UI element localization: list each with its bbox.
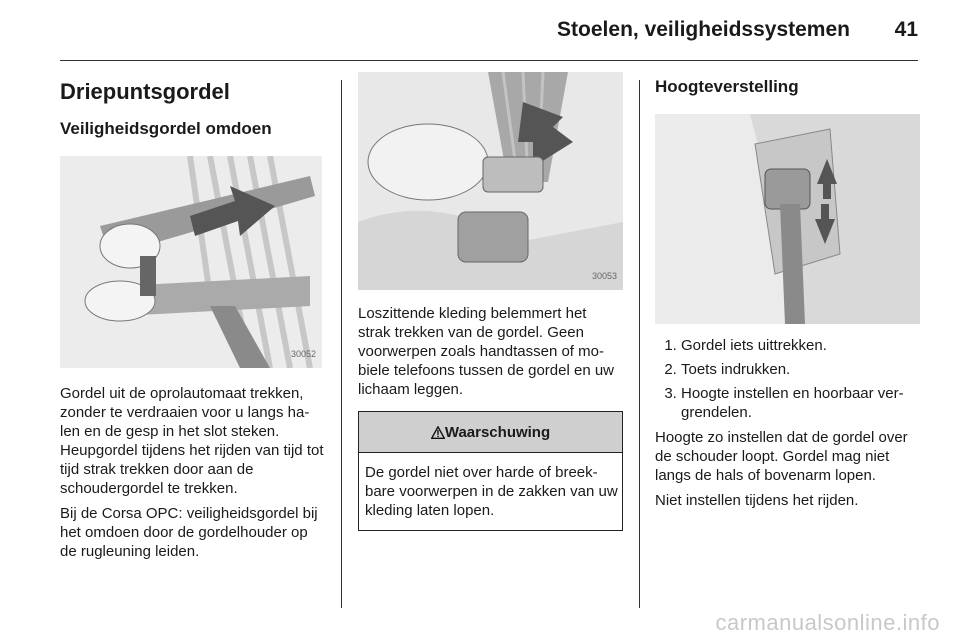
header-rule (60, 60, 918, 61)
belt-buckling-illustration (60, 156, 322, 368)
column-3 (655, 72, 921, 516)
section-heading: Hoogteverstelling (655, 77, 799, 96)
figure-height-adjustment (655, 114, 920, 324)
belt-tightening-illustration (358, 72, 623, 290)
list-item: 3. Hoogte instellen en hoorbaar ver-grendelen. (681, 384, 921, 422)
paragraph: Loszittende kleding belemmert het strak trekken van de gordel. Geen voorwerpen zoals handtassen of mo-biele telefoons tussen de gordel en uw lichaam leggen. (358, 305, 615, 398)
warning-title: Waarschuwing (444, 423, 551, 441)
paragraph: Bij de Corsa OPC: veiligheidsgordel bij het omdoen door de gordelhouder op de rugleuning leiden. (60, 505, 318, 560)
figure-number: 30053 (591, 271, 617, 281)
figure-buckling-belt (60, 156, 322, 368)
list-item: 1. Gordel iets uittrekken. (681, 336, 921, 355)
column-1 (60, 72, 328, 567)
warning-text: De gordel niet over harde of breek-bare voorwerpen in de zakken van uw kleding laten lopen. (365, 464, 618, 519)
watermark: carmanualsonline.info (715, 610, 940, 635)
paragraph: Gordel uit de oprolautomaat trekken, zonder te verdraaien voor u langs ha-len en de gesp in het slot steken. Heupgordel tijdens het rijden van tijd tot tijd strak trekken door aan de schoudergordel te trekken. (60, 385, 324, 497)
section-heading: Driepuntsgordel (60, 79, 230, 104)
warning-header (359, 412, 622, 453)
paragraph: Niet instellen tijdens het rijden. (655, 492, 859, 509)
figure-tightening-belt (358, 72, 623, 290)
figure-number: 30052 (290, 349, 316, 359)
column-2 (358, 72, 623, 531)
header-title: Stoelen, veiligheidssystemen (557, 18, 850, 41)
paragraph: Hoogte zo instellen dat de gordel over de schouder loopt. Gordel mag niet langs de hals of bovenarm lopen. (655, 429, 908, 484)
column-divider-1 (341, 80, 342, 608)
warning-triangle-icon (431, 426, 445, 439)
adjustment-steps (655, 336, 921, 422)
warning-box (358, 411, 623, 531)
page-header (0, 0, 960, 60)
page-number: 41 (894, 18, 918, 41)
column-divider-2 (639, 80, 640, 608)
subsection-heading: Veiligheidsgordel omdoen (60, 119, 272, 138)
list-item: 2. Toets indrukken. (681, 360, 921, 379)
height-adjuster-illustration (655, 114, 920, 324)
